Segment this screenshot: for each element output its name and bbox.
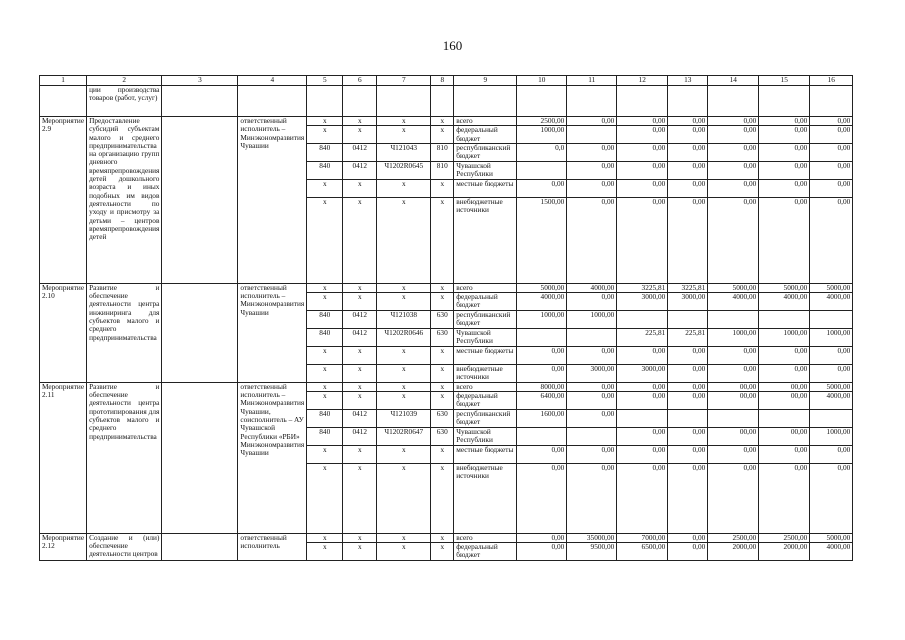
- code-cell: x: [377, 364, 431, 382]
- code-cell: 0412: [343, 427, 377, 445]
- amount-cell: 0,00: [668, 427, 708, 445]
- amount-cell: 0,00: [567, 445, 617, 463]
- funding-source: федеральный бюджет: [454, 542, 517, 560]
- code-cell: x: [377, 542, 431, 560]
- amount-cell: 0,00: [567, 346, 617, 364]
- amount-cell: 00,00: [759, 382, 810, 391]
- code-cell: x: [343, 542, 377, 560]
- amount-cell: 0,00: [617, 427, 668, 445]
- amount-cell: 1600,00: [517, 409, 567, 427]
- amount-cell: 0,00: [759, 364, 810, 382]
- code-cell: x: [307, 445, 343, 463]
- event-executor: ответственный исполнитель – Минэкономразвития Чувашии, соисполнитель – АУ Чувашской Республики «РБИ» Минэкономразвития Чувашии: [238, 382, 307, 533]
- header-cell: 9: [454, 76, 517, 86]
- funding-source: Чувашской Республики: [454, 161, 517, 179]
- table-row: [40, 117, 853, 126]
- code-cell: Ч1202R0645: [377, 161, 431, 179]
- code-cell: x: [307, 463, 343, 533]
- code-cell: x: [307, 283, 343, 292]
- amount-cell: 8000,00: [517, 382, 567, 391]
- amount-cell: 0,00: [810, 463, 853, 533]
- amount-cell: 3000,00: [567, 364, 617, 382]
- code-cell: x: [431, 293, 454, 311]
- amount-cell: 5000,00: [810, 382, 853, 391]
- amount-cell: 0,00: [617, 392, 668, 410]
- amount-cell: 0,00: [708, 117, 759, 126]
- amount-cell: 4000,00: [810, 392, 853, 410]
- amount-cell: 3225,81: [617, 283, 668, 292]
- code-cell: x: [343, 533, 377, 542]
- amount-cell: 1000,00: [517, 310, 567, 328]
- code-cell: x: [343, 382, 377, 391]
- amount-cell: 6400,00: [517, 392, 567, 410]
- amount-cell: 0,00: [759, 161, 810, 179]
- code-cell: 0412: [343, 310, 377, 328]
- amount-cell: [708, 409, 759, 427]
- amount-cell: 4000,00: [759, 293, 810, 311]
- code-cell: x: [377, 293, 431, 311]
- empty-cell: [162, 382, 238, 533]
- code-cell: 630: [431, 409, 454, 427]
- amount-cell: 0,00: [708, 364, 759, 382]
- amount-cell: 3225,81: [668, 283, 708, 292]
- continuation-text: ции производства товаров (работ, услуг): [87, 86, 162, 117]
- header-cell: 8: [431, 76, 454, 86]
- amount-cell: 4000,00: [810, 293, 853, 311]
- amount-cell: 0,00: [617, 346, 668, 364]
- amount-cell: 0,00: [567, 197, 617, 283]
- code-cell: Ч121043: [377, 143, 431, 161]
- code-cell: x: [377, 392, 431, 410]
- code-cell: x: [307, 392, 343, 410]
- funding-source: всего: [454, 117, 517, 126]
- code-cell: x: [307, 197, 343, 283]
- amount-cell: 00,00: [759, 392, 810, 410]
- amount-cell: 2500,00: [708, 533, 759, 542]
- amount-cell: 2000,00: [759, 542, 810, 560]
- funding-source: местные бюджеты: [454, 179, 517, 197]
- header-row: [40, 76, 853, 86]
- header-cell: 5: [307, 76, 343, 86]
- amount-cell: 7000,00: [617, 533, 668, 542]
- header-cell: 6: [343, 76, 377, 86]
- amount-cell: 0,00: [810, 117, 853, 126]
- code-cell: x: [377, 283, 431, 292]
- amount-cell: 6500,00: [617, 542, 668, 560]
- amount-cell: [668, 310, 708, 328]
- amount-cell: 225,81: [668, 328, 708, 346]
- code-cell: x: [377, 197, 431, 283]
- amount-cell: 0,00: [708, 445, 759, 463]
- amount-cell: 0,00: [759, 179, 810, 197]
- code-cell: x: [343, 126, 377, 144]
- amount-cell: 0,00: [517, 533, 567, 542]
- amount-cell: 3000,00: [668, 293, 708, 311]
- code-cell: 630: [431, 328, 454, 346]
- amount-cell: 0,00: [567, 179, 617, 197]
- amount-cell: 0,00: [810, 126, 853, 144]
- funding-source: Чувашской Республики: [454, 427, 517, 445]
- amount-cell: 0,00: [668, 533, 708, 542]
- code-cell: x: [377, 533, 431, 542]
- code-cell: 0412: [343, 328, 377, 346]
- code-cell: 840: [307, 161, 343, 179]
- budget-table: [39, 75, 853, 561]
- code-cell: x: [431, 179, 454, 197]
- amount-cell: 5000,00: [810, 533, 853, 542]
- amount-cell: 2500,00: [759, 533, 810, 542]
- amount-cell: 1000,00: [567, 310, 617, 328]
- amount-cell: 0,00: [708, 346, 759, 364]
- code-cell: x: [307, 293, 343, 311]
- amount-cell: 0,00: [668, 161, 708, 179]
- page-number: 160: [442, 38, 463, 53]
- amount-cell: 0,00: [810, 179, 853, 197]
- amount-cell: 0,00: [810, 197, 853, 283]
- amount-cell: 0,00: [517, 179, 567, 197]
- amount-cell: 0,00: [668, 445, 708, 463]
- code-cell: x: [431, 346, 454, 364]
- amount-cell: [617, 310, 668, 328]
- header-cell: 16: [810, 76, 853, 86]
- empty-cell: [162, 283, 238, 382]
- event-label: Мероприятие 2.11: [40, 382, 87, 533]
- event-executor: ответственный исполнитель: [238, 533, 307, 560]
- code-cell: x: [431, 392, 454, 410]
- code-cell: x: [307, 126, 343, 144]
- code-cell: x: [343, 445, 377, 463]
- code-cell: x: [307, 179, 343, 197]
- event-label: Мероприятие 2.9: [40, 117, 87, 284]
- amount-cell: 0,00: [810, 143, 853, 161]
- amount-cell: 0,00: [617, 445, 668, 463]
- amount-cell: 0,00: [567, 161, 617, 179]
- amount-cell: 0,00: [708, 197, 759, 283]
- header-cell: 12: [617, 76, 668, 86]
- code-cell: x: [377, 126, 431, 144]
- code-cell: x: [377, 382, 431, 391]
- code-cell: x: [431, 364, 454, 382]
- amount-cell: [567, 126, 617, 144]
- empty-cell: [162, 533, 238, 560]
- funding-source: всего: [454, 382, 517, 391]
- code-cell: x: [431, 126, 454, 144]
- header-cell: 14: [708, 76, 759, 86]
- table-body: [40, 76, 853, 561]
- code-cell: x: [377, 463, 431, 533]
- amount-cell: 00,00: [708, 382, 759, 391]
- amount-cell: 0,00: [759, 445, 810, 463]
- amount-cell: 1000,00: [759, 328, 810, 346]
- amount-cell: 5000,00: [708, 283, 759, 292]
- amount-cell: 5000,00: [759, 283, 810, 292]
- amount-cell: 1000,00: [517, 126, 567, 144]
- amount-cell: 0,00: [517, 542, 567, 560]
- amount-cell: [517, 427, 567, 445]
- amount-cell: 2000,00: [708, 542, 759, 560]
- header-cell: 13: [668, 76, 708, 86]
- code-cell: Ч1202R0647: [377, 427, 431, 445]
- amount-cell: 00,00: [759, 427, 810, 445]
- event-label: Мероприятие 2.12: [40, 533, 87, 560]
- amount-cell: 1000,00: [708, 328, 759, 346]
- amount-cell: 00,00: [708, 392, 759, 410]
- funding-source: внебюджетные источники: [454, 364, 517, 382]
- amount-cell: 0,00: [810, 161, 853, 179]
- amount-cell: 0,00: [759, 126, 810, 144]
- amount-cell: 0,00: [668, 364, 708, 382]
- code-cell: x: [343, 346, 377, 364]
- code-cell: 840: [307, 143, 343, 161]
- amount-cell: 0,00: [567, 463, 617, 533]
- code-cell: x: [431, 117, 454, 126]
- code-cell: 840: [307, 310, 343, 328]
- amount-cell: 0,00: [668, 143, 708, 161]
- code-cell: 0412: [343, 143, 377, 161]
- header-cell: 1: [40, 76, 87, 86]
- code-cell: x: [307, 533, 343, 542]
- amount-cell: 0,00: [668, 179, 708, 197]
- amount-cell: 0,00: [567, 293, 617, 311]
- code-cell: 0412: [343, 409, 377, 427]
- amount-cell: 0,00: [617, 143, 668, 161]
- amount-cell: [517, 328, 567, 346]
- empty-cell: [162, 117, 238, 284]
- amount-cell: 0,00: [517, 463, 567, 533]
- amount-cell: 2500,00: [517, 117, 567, 126]
- funding-source: федеральный бюджет: [454, 126, 517, 144]
- code-cell: x: [431, 533, 454, 542]
- funding-source: республиканский бюджет: [454, 143, 517, 161]
- code-cell: x: [307, 117, 343, 126]
- code-cell: x: [307, 382, 343, 391]
- code-cell: x: [343, 364, 377, 382]
- amount-cell: 0,00: [617, 197, 668, 283]
- funding-source: местные бюджеты: [454, 346, 517, 364]
- code-cell: x: [307, 364, 343, 382]
- code-cell: x: [343, 179, 377, 197]
- amount-cell: 0,00: [708, 126, 759, 144]
- amount-cell: 0,00: [668, 197, 708, 283]
- header-cell: 3: [162, 76, 238, 86]
- amount-cell: 0,00: [567, 392, 617, 410]
- code-cell: 0412: [343, 161, 377, 179]
- amount-cell: 0,00: [708, 161, 759, 179]
- amount-cell: 0,00: [668, 126, 708, 144]
- amount-cell: 0,00: [759, 117, 810, 126]
- amount-cell: 3000,00: [617, 364, 668, 382]
- code-cell: 810: [431, 161, 454, 179]
- amount-cell: 0,00: [567, 409, 617, 427]
- code-cell: x: [431, 542, 454, 560]
- funding-source: федеральный бюджет: [454, 293, 517, 311]
- amount-cell: [617, 409, 668, 427]
- amount-cell: 0,00: [517, 346, 567, 364]
- amount-cell: 0,00: [617, 117, 668, 126]
- table-row: [40, 283, 853, 292]
- code-cell: x: [343, 392, 377, 410]
- code-cell: 810: [431, 143, 454, 161]
- amount-cell: 0,00: [810, 445, 853, 463]
- amount-cell: 1500,00: [517, 197, 567, 283]
- header-cell: 2: [87, 76, 162, 86]
- amount-cell: 0,00: [517, 364, 567, 382]
- code-cell: x: [343, 463, 377, 533]
- code-cell: x: [431, 463, 454, 533]
- amount-cell: [567, 328, 617, 346]
- amount-cell: 0,00: [810, 364, 853, 382]
- amount-cell: 00,00: [708, 427, 759, 445]
- amount-cell: 0,00: [668, 117, 708, 126]
- amount-cell: 0,00: [617, 179, 668, 197]
- event-executor: ответственный исполнитель – Минэкономразвития Чувашии: [238, 117, 307, 284]
- funding-source: республиканский бюджет: [454, 409, 517, 427]
- amount-cell: 0,00: [668, 382, 708, 391]
- table-row: [40, 533, 853, 542]
- event-label: Мероприятие 2.10: [40, 283, 87, 382]
- amount-cell: 0,00: [567, 382, 617, 391]
- amount-cell: [759, 310, 810, 328]
- amount-cell: [567, 427, 617, 445]
- code-cell: x: [307, 346, 343, 364]
- event-description: Предоставление субсидий субъектам малого и среднего предпринимательства на организацию групп дневного времяпрепровождения детей дошкольного возраста и иных подобных им видов деятельности по уходу и присмотру за детьми – центров времяпрепровождения детей: [87, 117, 162, 284]
- amount-cell: 4000,00: [708, 293, 759, 311]
- funding-source: Чувашской Республики: [454, 328, 517, 346]
- funding-source: всего: [454, 283, 517, 292]
- event-description: Создание и (или) обеспечение деятельности центров: [87, 533, 162, 560]
- amount-cell: 4000,00: [567, 283, 617, 292]
- amount-cell: 0,00: [810, 346, 853, 364]
- code-cell: x: [343, 117, 377, 126]
- amount-cell: 0,00: [668, 392, 708, 410]
- amount-cell: 0,00: [708, 179, 759, 197]
- amount-cell: 0,00: [668, 346, 708, 364]
- amount-cell: [708, 310, 759, 328]
- amount-cell: [759, 409, 810, 427]
- code-cell: x: [343, 293, 377, 311]
- amount-cell: 0,00: [567, 117, 617, 126]
- amount-cell: 5000,00: [810, 283, 853, 292]
- header-cell: 7: [377, 76, 431, 86]
- amount-cell: [810, 409, 853, 427]
- amount-cell: 0,00: [617, 126, 668, 144]
- code-cell: x: [431, 445, 454, 463]
- funding-source: республиканский бюджет: [454, 310, 517, 328]
- event-description: Развитие и обеспечение деятельности центра прототипирования для субъектов малого и среднего предпринимательства: [87, 382, 162, 533]
- continuation-row: [40, 86, 853, 117]
- amount-cell: 0,00: [517, 445, 567, 463]
- code-cell: 840: [307, 409, 343, 427]
- amount-cell: 0,00: [617, 382, 668, 391]
- amount-cell: 0,00: [759, 463, 810, 533]
- funding-source: внебюджетные источники: [454, 197, 517, 283]
- funding-source: всего: [454, 533, 517, 542]
- amount-cell: 0,00: [759, 143, 810, 161]
- amount-cell: 0,00: [708, 143, 759, 161]
- amount-cell: [810, 310, 853, 328]
- event-executor: ответственный исполнитель – Минэкономразвития Чувашии: [238, 283, 307, 382]
- amount-cell: 5000,00: [517, 283, 567, 292]
- amount-cell: 0,00: [759, 197, 810, 283]
- amount-cell: 0,00: [567, 143, 617, 161]
- code-cell: x: [377, 117, 431, 126]
- code-cell: 630: [431, 310, 454, 328]
- amount-cell: 1000,00: [810, 427, 853, 445]
- amount-cell: 0,00: [668, 542, 708, 560]
- amount-cell: 0,00: [759, 346, 810, 364]
- amount-cell: 225,81: [617, 328, 668, 346]
- code-cell: x: [431, 283, 454, 292]
- code-cell: x: [343, 283, 377, 292]
- code-cell: x: [343, 197, 377, 283]
- code-cell: 630: [431, 427, 454, 445]
- header-cell: 11: [567, 76, 617, 86]
- code-cell: x: [377, 179, 431, 197]
- amount-cell: 3000,00: [617, 293, 668, 311]
- amount-cell: 0,00: [617, 161, 668, 179]
- amount-cell: 35000,00: [567, 533, 617, 542]
- amount-cell: 1000,00: [810, 328, 853, 346]
- event-description: Развитие и обеспечение деятельности центра инжиниринга для субъектов малого и среднего предпринимательства: [87, 283, 162, 382]
- code-cell: Ч1202R0646: [377, 328, 431, 346]
- code-cell: x: [307, 542, 343, 560]
- amount-cell: 0,00: [668, 463, 708, 533]
- amount-cell: 4000,00: [517, 293, 567, 311]
- funding-source: внебюджетные источники: [454, 463, 517, 533]
- code-cell: x: [431, 197, 454, 283]
- amount-cell: 0,0: [517, 143, 567, 161]
- code-cell: Ч121039: [377, 409, 431, 427]
- code-cell: Ч121038: [377, 310, 431, 328]
- code-cell: x: [377, 346, 431, 364]
- amount-cell: 9500,00: [567, 542, 617, 560]
- code-cell: 840: [307, 427, 343, 445]
- header-cell: 4: [238, 76, 307, 86]
- header-cell: 10: [517, 76, 567, 86]
- amount-cell: 4000,00: [810, 542, 853, 560]
- amount-cell: [668, 409, 708, 427]
- code-cell: x: [431, 382, 454, 391]
- amount-cell: 0,00: [617, 463, 668, 533]
- funding-source: федеральный бюджет: [454, 392, 517, 410]
- amount-cell: 0,00: [708, 463, 759, 533]
- code-cell: 840: [307, 328, 343, 346]
- code-cell: x: [377, 445, 431, 463]
- amount-cell: [517, 161, 567, 179]
- header-cell: 15: [759, 76, 810, 86]
- funding-source: местные бюджеты: [454, 445, 517, 463]
- table-row: [40, 382, 853, 391]
